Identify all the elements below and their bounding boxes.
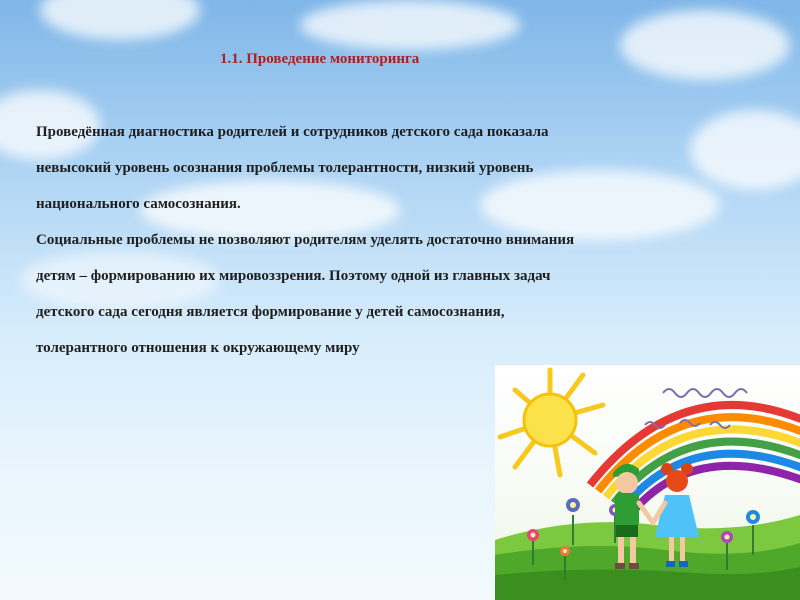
grass-icon	[495, 515, 800, 600]
cloud-decoration	[300, 0, 520, 50]
cloud-decoration	[620, 10, 790, 80]
body-paragraph	[36, 114, 766, 366]
illustration-svg	[495, 365, 800, 600]
body-line: детям – формированию их мировоззрения. Поэтому одной из главных задач	[36, 268, 551, 284]
body-line: Социальные проблемы не позволяют родителям уделять достаточно внимания	[36, 232, 575, 248]
body-line: национального самосознания.	[36, 196, 241, 212]
sun-icon	[500, 370, 603, 475]
body-line: детского сада сегодня является формирование у детей самосознания,	[36, 304, 505, 320]
body-line: толерантного отношения к окружающему миру	[36, 340, 360, 356]
children-illustration	[495, 365, 800, 600]
body-line: Проведённая диагностика родителей и сотрудников детского сада показала	[36, 124, 549, 140]
cloud-decoration	[40, 0, 200, 40]
slide-title: 1.1. Проведение мониторинга	[220, 51, 420, 67]
body-line: невысокий уровень осознания проблемы толерантности, низкий уровень	[36, 160, 534, 176]
